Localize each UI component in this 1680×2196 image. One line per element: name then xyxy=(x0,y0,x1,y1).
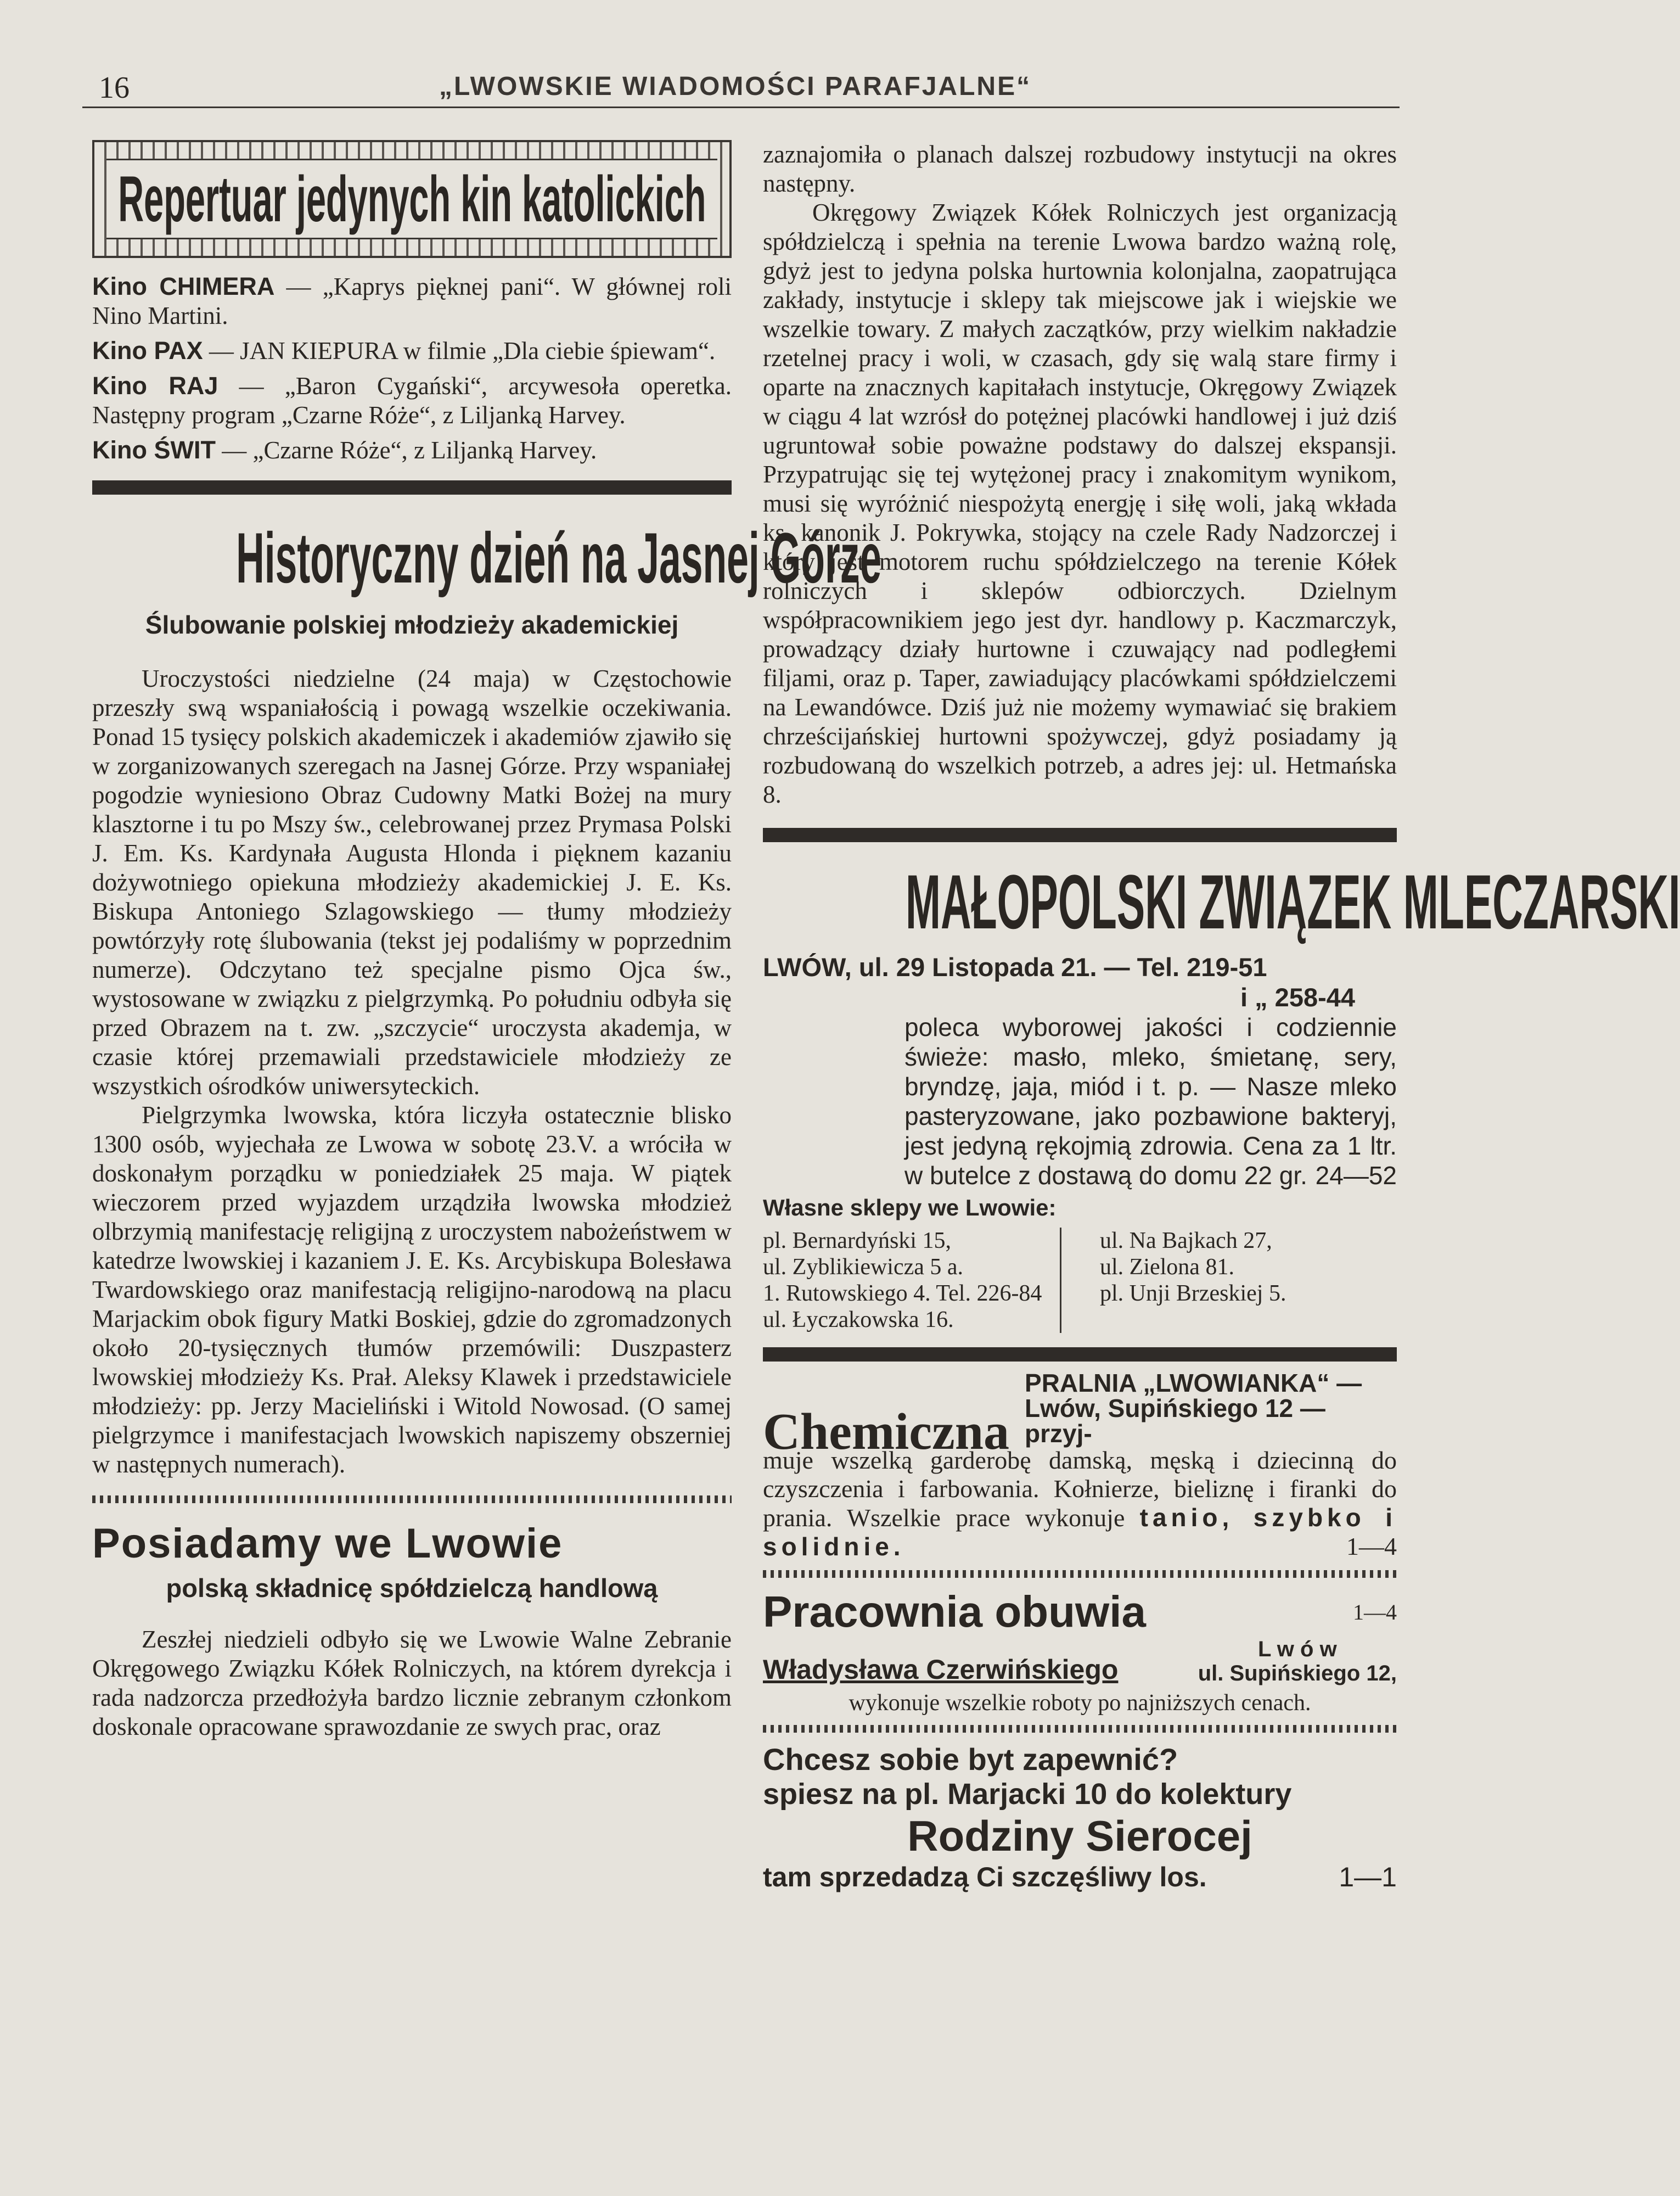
header-rule xyxy=(82,107,1400,108)
lottery-ad: Chcesz sobie byt zapewnić? spiesz na pl. Marjacki 10 do kolektury Rodziny Sierocej tam sprzedadzą Ci szczęśliwy los. 1—1 xyxy=(763,1742,1397,1892)
mz-title: MAŁOPOLSKI ZWIĄZEK MLECZARSKI xyxy=(905,859,1680,945)
kino-pax: Kino PAX — JAN KIEPURA w filmie „Dla ciebie śpiewam“. xyxy=(92,337,716,365)
ad-divider-1 xyxy=(763,828,1397,842)
cont-paragraph-2: Okręgowy Związek Kółek Rolniczych jest organizacją spółdzielczą i spełnia na terenie Lwowa bardzo ważną rolę, gdyż jest to jedyna polska hurtownia kolonjalna, zaopatrująca zakłady, instytucje i sklepy tak miejscowe jak i wiejskie we wszelkie towary. Z małych zaczątków, przy wielkim nakładzie rzetelnej pracy i woli, w czasach, gdy się walą stare firmy i oparte na znacznych kapitałach instytucje, Okręgowy Związek w ciągu 4 lat wzrósł do potężnej placówki handlowej i już dziś ugruntował sobie poważne podstawy do dalszej ekspansji. Przypatrując się tej wytężonej pracy i znakomitym wynikom, musi się wyróżnić niespożytą energję i siłę woli, jaką wkłada ks. kanonik J. Pokrywka, stojący na czele Rady Nadzorczej i który jest motorem ruchu spółdzielczego na terenie Kółek rolniczych i sklepów odbiorczych. Dzielnym współpracownikiem jego jest dyr. handlowy p. Kaczmarczyk, prowadzący działy hurtowne i czuwający nad podległemi filjami, oraz p. Taper, zawiadujący placówkami spółdzielczemi na Lewandówce. Dziś już nie możemy wymawiać się brakiem chrześcijańskiej hurtowni spożywczej, gdyż posiadamy ją rozbudowaną do wszelkich potrzeb, a adres jej: ul. Hetmańska 8. xyxy=(763,199,1397,808)
left-column xyxy=(92,140,882,1741)
mz-body: poleca wyborowej jakości i codziennie świeże: masło, mleko, śmietanę, sery, bryndzę, jaja, miód i t. p. — Nasze mleko pasteryzowane, jako pozbawione bakteryj, jest jedyną rękojmią zdrowia. Cena za 1 ltr. w butelce z dostawą do domu 22 gr. 24—52 xyxy=(904,1013,1397,1190)
repertuar-title: Repertuar jedynych kin katolickich xyxy=(117,163,706,236)
pos-title: Posiadamy we Lwowie xyxy=(92,1520,563,1567)
chem-title: Chemiczna xyxy=(763,1403,1010,1460)
pos-subtitle: polską składnicę spółdzielczą handlową xyxy=(166,1573,658,1603)
prac-title: Pracownia obuwia xyxy=(763,1587,1146,1636)
mz-shops-head: Własne sklepy we Lwowie: xyxy=(763,1195,1057,1220)
hist-paragraph-2: Pielgrzymka lwowska, która liczyła ostatecznie blisko 1300 osób, wyjechała ze Lwowa w sobotę 23.V. a wróciła w doskonałym porządku w poniedziałek 25 maja. W piątek wieczorem przed wyjazdem urządziła lwowska młodzież olbrzymią manifestację religijną z uroczystem nabożeństwem w katedrze lwowskiej i kazaniem J. E. Ks. Arcybiskupa Bolesława Twardowskiego oraz manifestacją religijno-narodową na placu Marjackim obok figury Matki Boskiej, gdzie do zgromadzonych około 20-tysięcznych tłumów przemówili: Duszpasterz lwowskiej młodzieży Ks. Prał. Aleksy Klawek i przedstawiciele młodzieży: pp. Jerzy Macieliński i Witold Nowosad. (O samej pielgrzymce i manifestacjach lwowskich napiszemy obszerniej w następnych numerach). xyxy=(92,1101,732,1478)
dotted-divider-2 xyxy=(763,1570,1397,1578)
kino-raj: Kino RAJ — „Baron Cygański“, arcywesoła operetka. Następny program „Czarne Róże“, z Liljanką Harvey. xyxy=(92,372,732,429)
mz-address: LWÓW, ul. 29 Listopada 21. — Tel. 219-51 xyxy=(763,953,1267,982)
hist-subtitle: Ślubowanie polskiej młodzieży akademickiej xyxy=(145,610,679,639)
page-number: 16 xyxy=(99,71,130,105)
section-divider xyxy=(92,480,732,495)
prac-ad: Pracownia obuwia 1—4 Władysława Czerwińskiego L w ó w ul. Supińskiego 12, wykonuje wszelkie roboty po najniższych cenach. xyxy=(763,1587,1397,1716)
repertuar-ornament-box xyxy=(92,140,732,258)
mz-shops xyxy=(763,1228,1397,1333)
ad-divider-2 xyxy=(763,1347,1397,1362)
mz-tel2: i „ 258-44 xyxy=(1240,983,1356,1012)
chem-ad: Chemiczna PRALNIA „LWOWIANKA“ — Lwów, Supińskiego 12 — przyj- muje wszelką garderobę damską, męską i dziecinną do czyszczenia i farbowania. Kołnierze, bieliznę i firanki do prania. Wszelkie prace wykonuje tanio, szybko i solidnie. 1—4 xyxy=(763,1369,1397,1561)
pos-paragraph-1: Zeszłej niedzieli odbyło się we Lwowie Walne Zebranie Okręgowego Związku Kółek Rolniczych, na którem dyrekcja i rada nadzorcza przedłożyła bardzo licznie zebranym członkom doskonale opracowane sprawozdanie ze swych prac, oraz xyxy=(92,1626,732,1740)
running-title: „LWOWSKIE WIADOMOŚCI PARAFJALNE“ xyxy=(439,72,1032,101)
shops-left: pl. Bernardyński 15, ul. Zyblikiewicza 5 a. 1. Rutowskiego 4. Tel. 226-84 ul. Łyczakowska 16. xyxy=(763,1228,1042,1332)
kino-chimera: Kino CHIMERA — „Kaprys pięknej pani“. W głównej roli Nino Martini. xyxy=(92,272,732,329)
hist-title: Historyczny dzień na Jasnej Górze xyxy=(236,518,882,598)
mz-number: 24—52 xyxy=(1315,1161,1397,1190)
shops-right: ul. Na Bajkach 27, ul. Zielona 81. pl. Unji Brzeskiej 5. xyxy=(1060,1228,1397,1333)
hist-paragraph-1: Uroczystości niedzielne (24 maja) w Częstochowie przeszły swą wspaniałością i powagą wszelkie oczekiwania. Ponad 15 tysięcy polskich akademiczek i akademiów zjawiło się w zorganizowanych szeregach na Jasnej Górze. Przy wspaniałej pogodzie wyniesiono Obraz Cudowny Matki Bożej na mury klasztorne i tu po Mszy św., celebrowanej przez Prymasa Polski J. Em. Ks. Kardynała Augusta Hlonda i pięknem kazaniu dożywotniego opiekuna młodzieży akademickiej J. E. Ks. Biskupa Antoniego Szlagowskiego — tłumy młodzieży powtórzyły rotę ślubowania (tekst jej podaliśmy w poprzednim numerze). Odczytano też specjalne pismo Ojca św., wystosowane w związku z pielgrzymką. Po południu odbyła się przed Obrazem na t. zw. „szczycie“ uroczysta akademja, w czasie której przemawiali przedstawiciele młodzieży ze wszystkich ośrodków uniwersyteckich. xyxy=(92,665,732,1100)
right-column xyxy=(763,140,1680,1893)
cont-paragraph-1: zaznajomiła o planach dalszej rozbudowy instytucji na okres następny. xyxy=(763,141,1397,197)
dotted-divider xyxy=(92,1495,732,1503)
kino-swit: Kino ŚWIT — „Czarne Róże“, z Liljanką Harvey. xyxy=(92,436,597,464)
dotted-divider-3 xyxy=(763,1725,1397,1733)
